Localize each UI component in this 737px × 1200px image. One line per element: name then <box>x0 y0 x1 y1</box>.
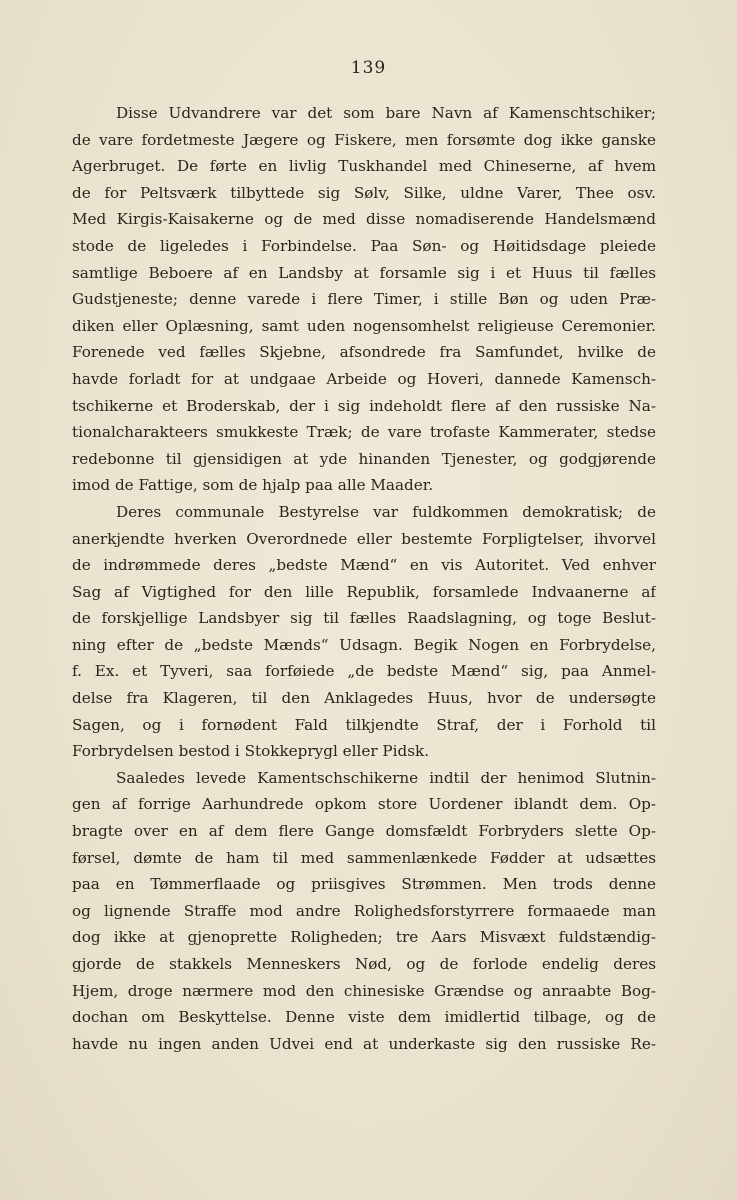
text-line: anerkjendte hverken Overordnede eller bestemte Forpligtelser, ihvorvel <box>72 529 656 548</box>
text-line: imod de Fattige, som de hjalp paa alle Maader. <box>72 476 434 495</box>
text-line: Hjem, droge nærmere mod den chinesiske Grændse og anraabte Bog- <box>72 981 656 1000</box>
text-line: de forskjellige Landsbyer sig til fælles Raadslagning, og toge Beslut- <box>72 609 656 628</box>
text-line: Agerbruget. De førte en livlig Tuskhandel med Chineserne, af hvem <box>72 157 656 176</box>
text-line: stode de ligeledes i Forbindelse. Paa Søn- og Høitidsdage pleiede <box>72 236 656 255</box>
text-line: tschikerne et Broderskab, der i sig indeholdt flere af den russiske Na- <box>72 396 656 415</box>
text-line: gen af forrige Aarhundrede opkom store Uordener iblandt dem. Op- <box>72 795 656 814</box>
text-line: de indrømmede deres „bedste Mænd“ en vis Autoritet. Ved enhver <box>72 556 656 575</box>
text-line: havde nu ingen anden Udvei end at underkaste sig den russiske Re- <box>72 1034 656 1053</box>
text-line: Gudstjeneste; denne varede i flere Timer, i stille Bøn og uden Præ- <box>72 290 656 309</box>
text-line: Saaledes levede Kamentschschikerne indtil der henimod Slutnin- <box>116 768 656 787</box>
text-line: redebonne til gjensidigen at yde hinanden Tjenester, og godgjørende <box>72 449 656 468</box>
text-line: bragte over en af dem flere Gange domsfældt Forbryders slette Op- <box>72 822 656 841</box>
text-line: ning efter de „bedste Mænds“ Udsagn. Begik Nogen en Forbrydelse, <box>72 635 656 654</box>
text-line: f. Ex. et Tyveri, saa forføiede „de bedste Mænd“ sig, paa Anmel- <box>72 662 656 681</box>
text-line: Forenede ved fælles Skjebne, afsondrede fra Samfundet, hvilke de <box>72 343 656 362</box>
text-line: dochan om Beskyttelse. Denne viste dem imidlertid tilbage, og de <box>72 1008 656 1027</box>
text-line: paa en Tømmerflaade og priisgives Strømmen. Men trods denne <box>72 875 656 894</box>
page-number: 139 <box>350 58 387 78</box>
text-line: dog ikke at gjenoprette Roligheden; tre Aars Misvæxt fuldstændig- <box>72 928 656 947</box>
text-line: førsel, dømte de ham til med sammenlænkede Fødder at udsættes <box>72 848 656 867</box>
text-line: de vare fordetmeste Jægere og Fiskere, men forsømte dog ikke ganske <box>72 130 656 149</box>
text-line: gjorde de stakkels Menneskers Nød, og de forlode endelig deres <box>72 955 656 973</box>
text-line: delse fra Klageren, til den Anklagedes Huus, hvor de undersøgte <box>72 689 656 708</box>
text-line: Deres communale Bestyrelse var fuldkommen demokratisk; de <box>116 502 656 521</box>
text-line: Disse Udvandrere var det som bare Navn af Kamenschtschiker; <box>116 104 656 122</box>
body-text <box>72 100 656 1057</box>
text-line: tionalcharakteers smukkeste Træk; de vare trofaste Kammerater, stedse <box>72 423 656 442</box>
text-line: Sagen, og i fornødent Fald tilkjendte Straf, der i Forhold til <box>72 715 656 734</box>
text-line: diken eller Oplæsning, samt uden nogensomhelst religieuse Ceremonier. <box>72 316 656 335</box>
text-line: Med Kirgis-Kaisakerne og de med disse nomadiserende Handelsmænd <box>72 210 656 229</box>
text-line: de for Peltsværk tilbyttede sig Sølv, Silke, uldne Varer, Thee osv. <box>72 183 656 202</box>
text-line: Forbrydelsen bestod i Stokkeprygl eller Pidsk. <box>72 742 430 761</box>
text-line: samtlige Beboere af en Landsby at forsamle sig i et Huus til fælles <box>72 263 656 282</box>
text-line: Sag af Vigtighed for den lille Republik, forsamlede Indvaanerne af <box>72 582 656 601</box>
text-line: havde forladt for at undgaae Arbeide og Hoveri, dannede Kamensch- <box>72 369 656 388</box>
text-line: og lignende Straffe mod andre Rolighedsforstyrrere formaaede man <box>72 901 656 920</box>
